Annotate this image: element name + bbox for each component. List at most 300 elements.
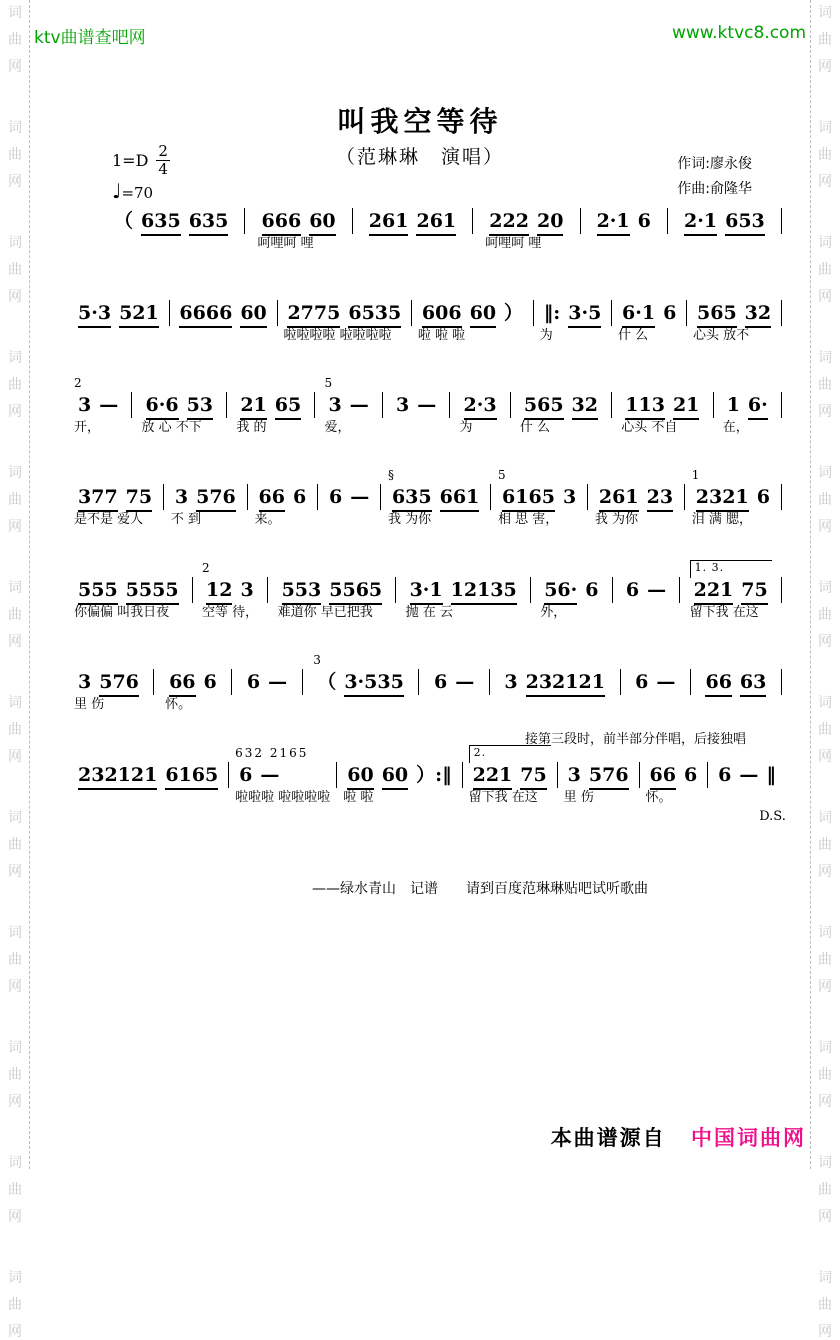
watermark-char: 曲 bbox=[818, 952, 832, 968]
watermark-char: 曲 bbox=[8, 837, 22, 853]
watermark-char: 网 bbox=[8, 634, 22, 650]
source-site-link[interactable]: 中国词曲网 bbox=[691, 1126, 806, 1150]
barline bbox=[679, 577, 680, 603]
spacer bbox=[406, 561, 521, 578]
note-group: 221 bbox=[473, 763, 513, 790]
watermark-char: 词 bbox=[8, 465, 22, 481]
grace-note: 2 bbox=[74, 376, 84, 390]
barline bbox=[781, 577, 782, 603]
watermark-char: 曲 bbox=[8, 377, 22, 393]
note-group: 635 bbox=[189, 209, 229, 236]
watermark-char: 词 bbox=[8, 1040, 22, 1056]
note-group: — bbox=[349, 394, 369, 416]
lyrics: 我 为你 bbox=[594, 512, 639, 527]
spacer bbox=[485, 192, 567, 209]
notes bbox=[680, 209, 769, 234]
notes bbox=[388, 485, 483, 510]
notes bbox=[692, 485, 774, 510]
note-group: 12 bbox=[206, 578, 232, 605]
measure bbox=[620, 561, 672, 622]
notes bbox=[595, 485, 677, 510]
watermark-char: 网 bbox=[8, 1324, 22, 1340]
measure bbox=[163, 653, 223, 714]
watermark-char: 曲 bbox=[818, 1297, 832, 1313]
note-group: 53 bbox=[187, 393, 213, 420]
measure bbox=[416, 284, 529, 345]
watermark-char: 曲 bbox=[818, 377, 832, 393]
note-group: 553 bbox=[282, 578, 322, 605]
score-line-5 bbox=[72, 560, 782, 622]
lyrics: 开， bbox=[74, 420, 101, 435]
notes bbox=[278, 578, 387, 603]
performance-note: 接第三段时，前半部分伴唱，后接独唱 bbox=[524, 732, 746, 747]
quarter-note-icon: ♩ bbox=[112, 179, 122, 203]
watermark-char: 曲 bbox=[8, 492, 22, 508]
barline bbox=[131, 392, 132, 418]
lyricist-credit: 作词:廖永俊 bbox=[677, 156, 752, 172]
score-line-2 bbox=[72, 284, 782, 345]
note-group: 221 bbox=[694, 578, 734, 605]
note-group: 6535 bbox=[348, 301, 401, 328]
measure bbox=[233, 746, 332, 807]
note-group: 2·1 bbox=[684, 209, 717, 236]
watermark-char: 曲 bbox=[8, 32, 22, 48]
watermark-char: 曲 bbox=[8, 1297, 22, 1313]
watermark-char: 词 bbox=[818, 925, 832, 941]
notes bbox=[236, 393, 305, 418]
note-group: 576 bbox=[196, 485, 236, 512]
measure bbox=[538, 284, 608, 345]
page-header bbox=[34, 23, 806, 48]
lyrics: 什 么 bbox=[519, 420, 551, 435]
lyrics bbox=[313, 695, 408, 714]
notes bbox=[243, 670, 291, 695]
time-signature-top: 2 bbox=[158, 142, 168, 160]
note-group: 20 bbox=[537, 209, 563, 236]
spacer bbox=[171, 468, 240, 485]
barline bbox=[510, 392, 511, 418]
watermark-char: 曲 bbox=[8, 952, 22, 968]
lyrics: 抛 在 云 bbox=[405, 605, 453, 620]
note-group: 2775 bbox=[287, 301, 340, 328]
note-group: 6165 bbox=[502, 485, 555, 512]
grace-note: 5 bbox=[324, 376, 335, 390]
notes bbox=[74, 485, 156, 510]
lyrics bbox=[631, 695, 679, 714]
barline bbox=[781, 208, 782, 234]
measure bbox=[644, 746, 704, 807]
barline bbox=[781, 669, 782, 695]
notes bbox=[202, 578, 258, 603]
note-group: 3 bbox=[567, 764, 581, 786]
note-group: 12135 bbox=[451, 578, 517, 605]
barline bbox=[781, 392, 782, 418]
barline bbox=[228, 762, 229, 788]
composer-credit: 作曲:俞隆华 bbox=[677, 180, 752, 197]
lyrics: 泪 满 腮， bbox=[691, 512, 753, 527]
watermark-char: 曲 bbox=[818, 1182, 832, 1198]
barline bbox=[530, 577, 531, 603]
measure bbox=[200, 561, 260, 622]
note-group: 60 bbox=[309, 209, 335, 236]
spacer bbox=[540, 284, 606, 301]
time-signature bbox=[156, 143, 170, 177]
spacer bbox=[236, 376, 305, 393]
barline bbox=[713, 392, 714, 418]
notes bbox=[343, 763, 455, 788]
note-group: 3 bbox=[78, 671, 92, 693]
notes bbox=[701, 670, 770, 695]
note-group: 6 bbox=[239, 764, 253, 786]
spacer bbox=[621, 376, 703, 393]
lyrics: 呵哩呵 哩 bbox=[257, 236, 314, 251]
grace-note: 2 bbox=[202, 561, 212, 575]
watermark-char: 词 bbox=[818, 235, 832, 251]
barline bbox=[472, 208, 473, 234]
watermark-char: 网 bbox=[8, 1094, 22, 1110]
measure bbox=[428, 653, 480, 714]
barline bbox=[380, 484, 381, 510]
measure bbox=[591, 192, 657, 253]
barline bbox=[244, 208, 245, 234]
notes bbox=[485, 209, 567, 234]
notes bbox=[418, 301, 527, 326]
notes bbox=[74, 578, 183, 603]
watermark-left bbox=[4, 5, 26, 1340]
score-line-4 bbox=[72, 468, 782, 529]
watermark-char: 词 bbox=[8, 695, 22, 711]
source-prefix: 本曲谱源自 bbox=[550, 1126, 666, 1150]
watermark-char: 曲 bbox=[8, 722, 22, 738]
transcriber-line: ——绿水青山 记谱 请到百度范琳琳贴吧试听歌曲 bbox=[312, 881, 648, 897]
note-group: 653 bbox=[725, 209, 765, 236]
measure bbox=[281, 284, 407, 345]
notes bbox=[500, 670, 609, 695]
barline bbox=[557, 762, 558, 788]
lyrics bbox=[622, 603, 670, 622]
measure bbox=[363, 192, 462, 253]
barline bbox=[489, 669, 490, 695]
spacer bbox=[693, 284, 775, 301]
watermark-char: 曲 bbox=[818, 147, 832, 163]
barline bbox=[580, 208, 581, 234]
lyrics: 心头 放不 bbox=[693, 328, 750, 343]
watermark-char: 曲 bbox=[818, 607, 832, 623]
tempo-value: =70 bbox=[121, 184, 154, 202]
measure bbox=[690, 468, 776, 529]
barline bbox=[781, 300, 782, 326]
barline bbox=[707, 762, 708, 788]
spacer bbox=[74, 653, 143, 670]
note-group: — bbox=[417, 394, 437, 416]
notes bbox=[593, 209, 655, 234]
measure bbox=[323, 468, 375, 529]
barline bbox=[667, 208, 668, 234]
spacer bbox=[540, 561, 602, 578]
notes bbox=[142, 393, 218, 418]
note-group: 565 bbox=[524, 393, 564, 420]
measure bbox=[72, 561, 185, 622]
note-group: 576 bbox=[589, 763, 629, 790]
barline bbox=[169, 300, 170, 326]
notes bbox=[255, 485, 311, 510]
measure bbox=[386, 468, 485, 529]
notes bbox=[498, 485, 580, 510]
note-group: 377 bbox=[78, 485, 118, 512]
barline bbox=[611, 300, 612, 326]
key-signature: 1=D bbox=[112, 150, 149, 170]
song-performer: （范琳琳 演唱） bbox=[335, 146, 504, 168]
lyrics: 呵哩呵 哩 bbox=[485, 236, 542, 251]
measure bbox=[562, 746, 635, 807]
note-group: 6 bbox=[756, 486, 770, 508]
watermark-char: 词 bbox=[8, 925, 22, 941]
note-group: 6 bbox=[328, 486, 343, 508]
spacer bbox=[646, 746, 702, 763]
watermark-char: 网 bbox=[818, 1324, 832, 1340]
note-group: 2321 bbox=[696, 485, 749, 512]
note-group: 21 bbox=[240, 393, 266, 420]
watermark-char: 网 bbox=[818, 749, 832, 765]
note-group: 63 bbox=[740, 670, 766, 697]
notes bbox=[460, 393, 501, 418]
lyrics bbox=[714, 788, 780, 807]
watermark-char: 词 bbox=[8, 810, 22, 826]
barline bbox=[533, 300, 534, 326]
lyrics: 什 么 bbox=[618, 328, 649, 343]
barline bbox=[781, 484, 782, 510]
notes bbox=[540, 301, 606, 326]
measure bbox=[173, 284, 272, 345]
barline bbox=[267, 577, 268, 603]
spacer bbox=[595, 468, 677, 485]
note-group: 635 bbox=[141, 209, 181, 236]
watermark-char: 词 bbox=[818, 5, 832, 21]
notes bbox=[618, 301, 680, 326]
lyrics bbox=[500, 695, 609, 714]
note-group: 2·3 bbox=[464, 393, 497, 420]
notation-area bbox=[72, 192, 786, 838]
barline bbox=[231, 669, 232, 695]
watermark-right bbox=[814, 5, 836, 1340]
measure bbox=[276, 561, 389, 622]
lyrics: 来。 bbox=[254, 512, 281, 527]
notes bbox=[540, 578, 602, 603]
watermark-char: 网 bbox=[8, 404, 22, 420]
barline bbox=[163, 484, 164, 510]
watermark-char: 网 bbox=[818, 634, 832, 650]
barline bbox=[314, 392, 315, 418]
watermark-char: 网 bbox=[818, 404, 832, 420]
note-group: 6 bbox=[718, 764, 732, 786]
measure bbox=[108, 192, 234, 253]
note-group: — bbox=[268, 671, 288, 693]
measure bbox=[496, 468, 582, 529]
spacer bbox=[593, 192, 655, 209]
barline bbox=[490, 484, 491, 510]
measure bbox=[341, 746, 457, 807]
note-group: 75 bbox=[520, 763, 546, 790]
note-group: — bbox=[656, 671, 676, 693]
lyrics bbox=[365, 234, 460, 253]
watermark-char: 网 bbox=[818, 174, 832, 190]
watermark-char: 网 bbox=[8, 749, 22, 765]
site-url-link[interactable]: www.ktvc8.com bbox=[672, 23, 806, 43]
note-group: 6 bbox=[637, 210, 651, 232]
watermark-char: 曲 bbox=[818, 722, 832, 738]
note-group: 6·6 bbox=[146, 393, 179, 420]
note-group: 6· bbox=[748, 393, 768, 420]
note-group: 6 bbox=[683, 764, 698, 786]
note-group: 3 bbox=[174, 486, 189, 508]
note-group: 666 bbox=[262, 209, 302, 236]
watermark-char: 曲 bbox=[818, 837, 832, 853]
watermark-char: 曲 bbox=[8, 1182, 22, 1198]
watermark-char: 词 bbox=[8, 235, 22, 251]
lyrics: 外， bbox=[540, 605, 567, 620]
note-group: — bbox=[99, 394, 119, 416]
notes bbox=[406, 578, 521, 603]
lyrics bbox=[680, 234, 769, 253]
lyrics: 里 伤 bbox=[74, 697, 105, 712]
notes bbox=[258, 209, 340, 234]
note-group: 261 bbox=[369, 209, 409, 236]
lyrics: 是不是 爱人 bbox=[74, 512, 144, 527]
spacer bbox=[723, 376, 772, 393]
note-group: 2·1 bbox=[597, 209, 630, 236]
lyrics: 爱， bbox=[324, 420, 351, 435]
note-group: 232121 bbox=[526, 670, 605, 697]
notes bbox=[235, 763, 330, 788]
watermark-char: 词 bbox=[818, 810, 832, 826]
song-title: 叫我空等待 bbox=[337, 105, 503, 138]
barline bbox=[226, 392, 227, 418]
note-group: 60 bbox=[240, 301, 266, 328]
lyrics: 啦啦啦啦 啦啦啦啦 bbox=[283, 328, 392, 343]
lyrics bbox=[392, 418, 440, 437]
note-group: 65 bbox=[275, 393, 301, 420]
spacer bbox=[165, 653, 221, 670]
barline bbox=[336, 762, 337, 788]
barline bbox=[620, 669, 621, 695]
spacer bbox=[258, 192, 340, 209]
lyrics: 难道你 早已把我 bbox=[277, 605, 373, 620]
barline bbox=[587, 484, 588, 510]
watermark-char: 网 bbox=[818, 519, 832, 535]
barline bbox=[153, 669, 154, 695]
note-group: 555 bbox=[78, 578, 118, 605]
barline bbox=[192, 577, 193, 603]
lyrics: 不 到 bbox=[170, 512, 202, 527]
spacer bbox=[325, 468, 373, 485]
measure bbox=[72, 653, 145, 714]
barline bbox=[411, 300, 412, 326]
note-group: 3 bbox=[396, 394, 410, 416]
barline bbox=[277, 300, 278, 326]
watermark-char: 网 bbox=[8, 59, 22, 75]
watermark-char: 词 bbox=[818, 465, 832, 481]
notes bbox=[74, 393, 122, 418]
barline bbox=[684, 484, 685, 510]
volta-bracket: 1. 3. bbox=[690, 560, 772, 578]
score-line-3 bbox=[72, 376, 782, 437]
barline bbox=[639, 762, 640, 788]
score-line-6 bbox=[72, 653, 782, 714]
note-group: 113 bbox=[625, 393, 665, 420]
watermark-char: 网 bbox=[8, 1209, 22, 1225]
measure bbox=[688, 560, 774, 622]
barline bbox=[317, 484, 318, 510]
note-group: 3 bbox=[240, 579, 254, 601]
lyrics: 在， bbox=[722, 420, 749, 435]
measure bbox=[518, 376, 604, 437]
notes bbox=[325, 393, 373, 418]
grace-note: 1 bbox=[691, 468, 702, 482]
measure bbox=[619, 376, 705, 437]
notes bbox=[110, 209, 232, 234]
spacer bbox=[74, 468, 156, 485]
watermark-char: 词 bbox=[8, 350, 22, 366]
spacer bbox=[701, 653, 770, 670]
notes bbox=[392, 393, 440, 418]
barline bbox=[395, 577, 396, 603]
measure bbox=[234, 376, 307, 437]
note-group: 60 bbox=[470, 301, 496, 328]
note-group: 3·535 bbox=[344, 670, 404, 697]
lyrics: 啦啦啦 啦啦啦啦 bbox=[235, 790, 331, 805]
note-group: 75 bbox=[126, 485, 152, 512]
notes bbox=[74, 763, 222, 788]
lyrics bbox=[430, 695, 478, 714]
measure bbox=[404, 561, 523, 622]
site-name-link[interactable]: ktv曲谱查吧网 bbox=[34, 28, 146, 48]
watermark-char: 网 bbox=[8, 174, 22, 190]
lyrics: 里 伤 bbox=[563, 790, 594, 805]
barline bbox=[302, 669, 303, 695]
grace-note: 5 bbox=[498, 468, 508, 482]
barline bbox=[382, 392, 383, 418]
watermark-char: 曲 bbox=[818, 1067, 832, 1083]
barline bbox=[352, 208, 353, 234]
note-group: 3 bbox=[328, 394, 342, 416]
notes bbox=[690, 578, 772, 603]
spacer bbox=[243, 653, 291, 670]
barline bbox=[449, 392, 450, 418]
notes bbox=[621, 393, 703, 418]
spacer bbox=[714, 746, 780, 763]
note-group: 3 bbox=[504, 671, 518, 693]
spacer bbox=[680, 192, 769, 209]
note-group: ‖ bbox=[766, 764, 776, 786]
note-group: 232121 bbox=[78, 763, 157, 790]
note-group: 6 bbox=[625, 579, 640, 601]
note-group: 1 bbox=[726, 394, 740, 416]
note-group: 635 bbox=[392, 485, 432, 512]
watermark-char: 词 bbox=[818, 120, 832, 136]
watermark-char: 曲 bbox=[8, 147, 22, 163]
lyrics: 我 为你 bbox=[387, 512, 432, 527]
lyrics: 啦 啦 啦 bbox=[417, 328, 466, 343]
spacer bbox=[74, 746, 222, 763]
measure bbox=[72, 746, 224, 807]
lyrics: 我 的 bbox=[236, 420, 267, 435]
notes bbox=[714, 763, 780, 788]
note-group: — bbox=[455, 671, 475, 693]
barline bbox=[611, 392, 612, 418]
notes bbox=[171, 485, 240, 510]
note-group: 521 bbox=[119, 301, 159, 328]
spacer bbox=[622, 561, 670, 578]
